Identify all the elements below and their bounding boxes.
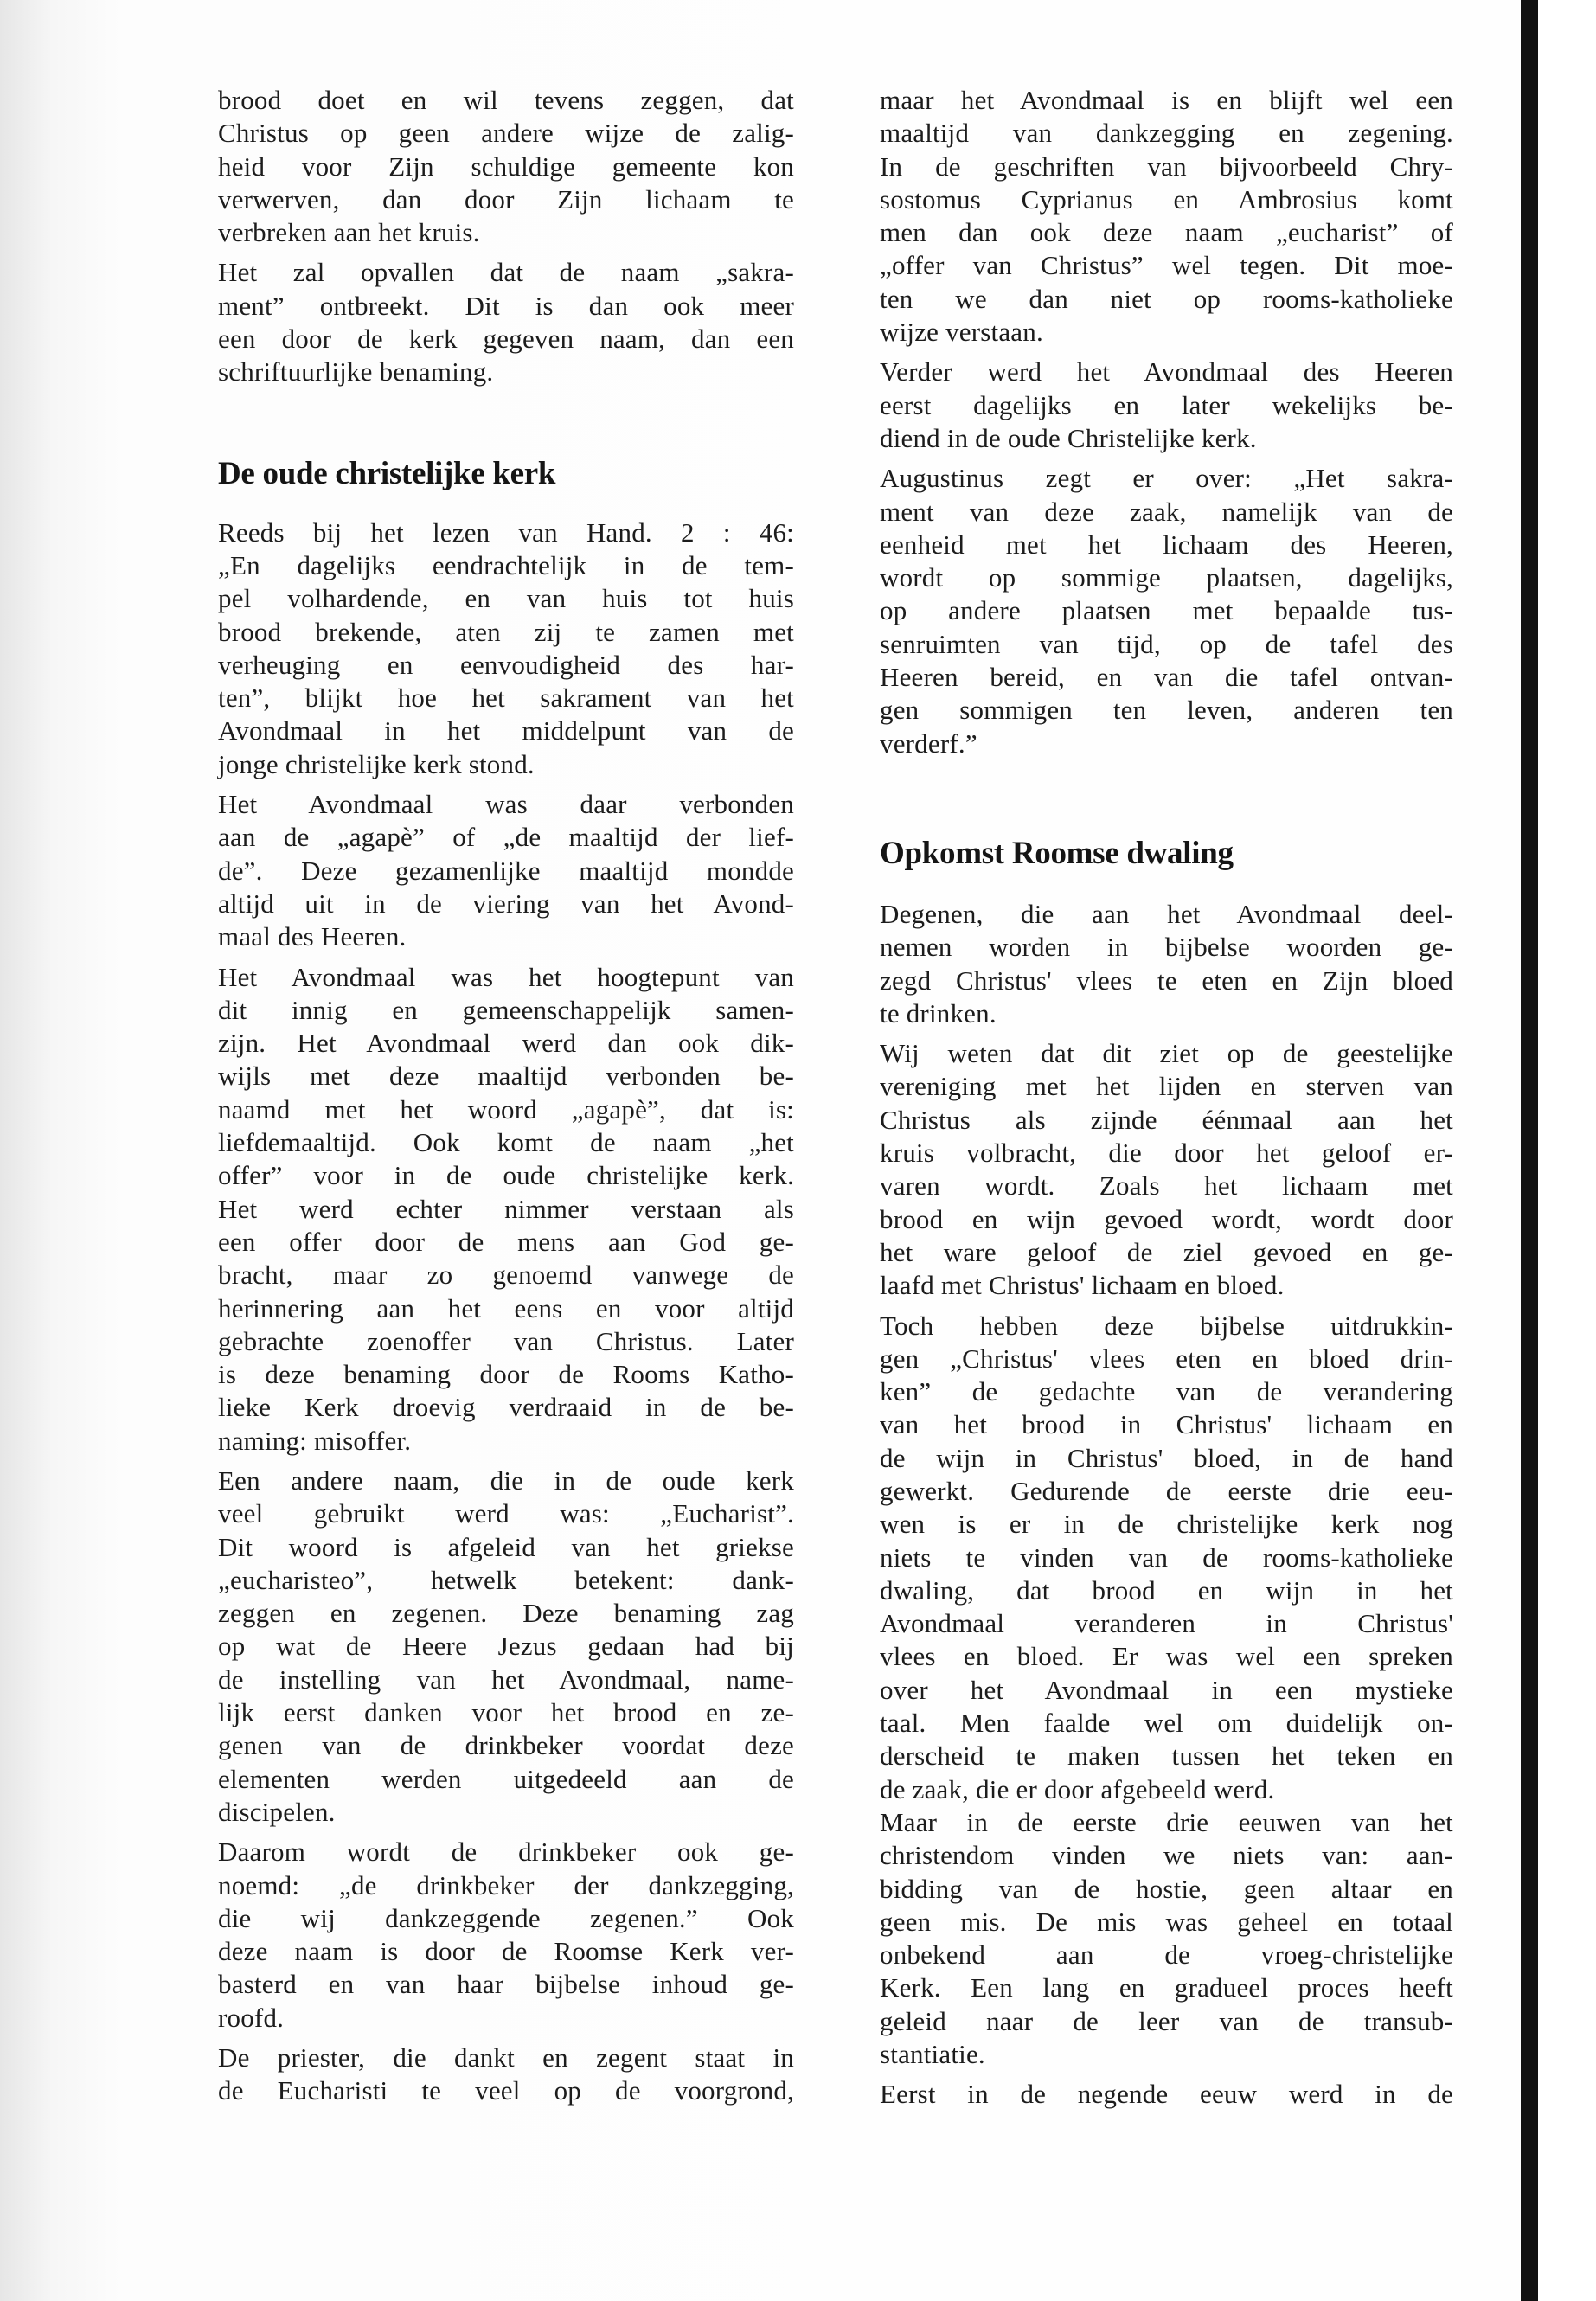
text-line: Het zal opvallen dat de naam „sakra- <box>218 257 794 288</box>
text-line: noemd: „de drinkbeker der dankzegging, <box>218 1869 794 1900</box>
text-line: genen van de drinkbeker voordat deze <box>218 1730 794 1761</box>
paragraph <box>880 898 1453 1030</box>
text-line: taal. Men faalde wel om duidelijk on- <box>880 1708 1453 1739</box>
text-line: Het Avondmaal was daar verbonden <box>218 789 794 820</box>
text-line: kruis volbracht, die door het geloof er- <box>880 1138 1453 1169</box>
text-line: lijk eerst danken voor het brood en ze- <box>218 1697 794 1728</box>
paragraph <box>218 516 794 781</box>
text-line: ment” ontbreekt. Dit is dan ook meer <box>218 290 794 321</box>
paragraph <box>880 1310 1453 2072</box>
text-line: liefdemaaltijd. Ook komt de naam „het <box>218 1127 794 1158</box>
text-line: altijd uit in de viering van het Avond- <box>218 888 794 919</box>
text-line: veel gebruikt werd was: „Eucharist”. <box>218 1498 794 1529</box>
text-line: een door de kerk gegeven naam, dan een <box>218 324 794 355</box>
text-line: die wij dankzeggende zegenen.” Ook <box>218 1902 794 1933</box>
text-line: Heeren bereid, en van die tafel ontvan- <box>880 662 1453 693</box>
text-line: verderf.” <box>880 727 977 759</box>
text-line: Wij weten dat dit ziet op de geestelijke <box>880 1038 1453 1069</box>
text-line: van het brood in Christus' lichaam en <box>880 1409 1453 1440</box>
paragraph <box>218 256 794 388</box>
text-line: naming: misoffer. <box>218 1425 412 1456</box>
text-line: De priester, die dankt en zegent staat in <box>218 2042 794 2073</box>
text-line: christendom vinden we niets van: aan- <box>880 1840 1453 1871</box>
text-line: wijls met deze maaltijd verbonden be- <box>218 1061 794 1092</box>
text-line: op wat de Heere Jezus gedaan had bij <box>218 1631 794 1662</box>
section-heading: De oude christelijke kerk <box>218 455 556 491</box>
text-line: „eucharisteo”, hetwelk betekent: dank- <box>218 1564 794 1595</box>
text-line: dwaling, dat brood en wijn in het <box>880 1574 1453 1606</box>
text-line: Dit woord is afgeleid van het griekse <box>218 1531 794 1562</box>
text-line: is deze benaming door de Rooms Katho- <box>218 1359 794 1390</box>
text-line: zeggen en zegenen. Deze benaming zag <box>218 1598 794 1629</box>
text-line: sostomus Cyprianus en Ambrosius komt <box>880 183 1453 215</box>
text-line: Maar in de eerste drie eeuwen van het <box>880 1806 1453 1837</box>
text-line: Het werd echter nimmer verstaan als <box>218 1193 794 1224</box>
text-line: laafd met Christus' lichaam en bloed. <box>880 1270 1285 1301</box>
text-line: „En dagelijks eendrachtelijk in de tem- <box>218 549 794 580</box>
text-line: verwerven, dan door Zijn lichaam te <box>218 183 794 215</box>
right-column <box>880 84 1453 2112</box>
text-line: de”. Deze gezamenlijke maaltijd mondde <box>218 855 794 886</box>
text-line: vereniging met het lijden en sterven van <box>880 1071 1453 1102</box>
text-line: gewerkt. Gedurende de eerste drie eeu- <box>880 1475 1453 1506</box>
text-line: bidding van de hostie, geen altaar en <box>880 1873 1453 1904</box>
paragraph <box>880 2078 1453 2111</box>
text-line: ment van deze zaak, namelijk van de <box>880 496 1453 527</box>
text-line: roofd. <box>218 2002 285 2033</box>
text-line: gen sommigen ten leven, anderen ten <box>880 695 1453 726</box>
text-line: verbreken aan het kruis. <box>218 217 480 248</box>
text-line: het ware geloof de ziel gevoed en ge- <box>880 1236 1453 1267</box>
text-line: bracht, maar zo genoemd vanwege de <box>218 1259 794 1291</box>
text-line: de Eucharisti te veel op de voorgrond, <box>218 2075 794 2106</box>
text-line: de wijn in Christus' bloed, in de hand <box>880 1442 1453 1473</box>
text-line: discipelen. <box>218 1796 336 1827</box>
text-line: maar het Avondmaal is en blijft wel een <box>880 85 1453 115</box>
text-line: Avondmaal veranderen in Christus' <box>880 1608 1453 1639</box>
paragraph <box>218 1465 794 1829</box>
text-line: nemen worden in bijbelse woorden ge- <box>880 932 1453 963</box>
text-line: Reeds bij het lezen van Hand. 2 : 46: <box>218 516 794 548</box>
paragraph <box>218 2041 794 2108</box>
text-line: een offer door de mens aan God ge- <box>218 1226 794 1257</box>
text-line: elementen werden uitgedeeld aan de <box>218 1763 794 1794</box>
text-line: te drinken. <box>880 997 997 1029</box>
paragraph <box>880 356 1453 455</box>
text-line: naamd met het woord „agapè”, dat is: <box>218 1093 794 1125</box>
text-line: aan de „agapè” of „de maaltijd der lief- <box>218 822 794 853</box>
paragraph <box>880 1037 1453 1302</box>
text-line: Eerst in de negende eeuw werd in de <box>880 2079 1453 2110</box>
text-line: varen wordt. Zoals het lichaam met <box>880 1170 1453 1202</box>
text-line: wen is er in de christelijke kerk nog <box>880 1509 1453 1540</box>
text-line: deze naam is door de Roomse Kerk ver- <box>218 1936 794 1967</box>
text-line: brood doet en wil tevens zeggen, dat <box>218 85 794 115</box>
text-line: geen mis. De mis was geheel en totaal <box>880 1906 1453 1937</box>
text-line: lieke Kerk droevig verdraaid in de be- <box>218 1392 794 1423</box>
paragraph <box>880 462 1453 760</box>
text-line: Het Avondmaal was het hoogtepunt van <box>218 961 794 992</box>
text-line: wordt op sommige plaatsen, dagelijks, <box>880 562 1453 593</box>
text-line: senruimten van tijd, op de tafel des <box>880 628 1453 659</box>
section-heading: Opkomst Roomse dwaling <box>880 835 1234 871</box>
text-line: de instelling van het Avondmaal, name- <box>218 1663 794 1695</box>
text-line: stantiatie. <box>880 2039 985 2070</box>
text-line: heid voor Zijn schuldige gemeente kon <box>218 151 794 182</box>
text-line: Augustinus zegt er over: „Het sakra- <box>880 463 1453 494</box>
text-line: gebrachte zoenoffer van Christus. Later <box>218 1325 794 1356</box>
scan-edge-bar <box>1521 0 1538 2301</box>
text-line: zegd Christus' vlees te eten en Zijn bloed <box>880 965 1453 996</box>
text-line: offer” voor in de oude christelijke kerk. <box>218 1160 794 1191</box>
text-line: gen „Christus' vlees eten en bloed drin- <box>880 1343 1453 1374</box>
paragraph <box>218 961 794 1458</box>
text-line: geleid naar de leer van de transub- <box>880 2005 1453 2036</box>
paragraph <box>880 84 1453 349</box>
text-line: brood brekende, aten zij te zamen met <box>218 616 794 647</box>
text-line: maaltijd van dankzegging en zegening. <box>880 118 1453 149</box>
text-line: op andere plaatsen met bepaalde tus- <box>880 595 1453 626</box>
text-line: ken” de gedachte van de verandering <box>880 1376 1453 1407</box>
text-line: Een andere naam, die in de oude kerk <box>218 1465 794 1496</box>
text-line: jonge christelijke kerk stond. <box>218 748 535 779</box>
paragraph <box>218 84 794 249</box>
text-line: In de geschriften van bijvoorbeeld Chry- <box>880 151 1453 182</box>
text-line: Kerk. Een lang en gradueel proces heeft <box>880 1972 1453 2003</box>
text-line: Degenen, die aan het Avondmaal deel- <box>880 898 1453 929</box>
text-line: ten”, blijkt hoe het sakrament van het <box>218 683 794 714</box>
text-line: basterd en van haar bijbelse inhoud ge- <box>218 1969 794 2000</box>
text-line: wijze verstaan. <box>880 317 1043 348</box>
text-line: diend in de oude Christelijke kerk. <box>880 422 1257 453</box>
paragraph <box>218 788 794 953</box>
text-line: Christus op geen andere wijze de zalig- <box>218 118 794 149</box>
text-line: pel volhardende, en van huis tot huis <box>218 583 794 614</box>
text-line: Daarom wordt de drinkbeker ook ge- <box>218 1836 794 1868</box>
text-line: de zaak, die er door afgebeeld werd. <box>880 1773 1275 1804</box>
text-line: onbekend aan de vroeg-christelijke <box>880 1939 1453 1971</box>
text-line: herinnering aan het eens en voor altijd <box>218 1292 794 1324</box>
text-line: Verder werd het Avondmaal des Heeren <box>880 356 1453 388</box>
text-line: eenheid met het lichaam des Heeren, <box>880 529 1453 560</box>
text-line: zijn. Het Avondmaal werd dan ook dik- <box>218 1028 794 1059</box>
text-line: Avondmaal in het middelpunt van de <box>218 715 794 747</box>
paragraph <box>218 1836 794 2035</box>
text-line: brood en wijn gevoed wordt, wordt door <box>880 1203 1453 1234</box>
text-line: vlees en bloed. Er was wel een spreken <box>880 1641 1453 1672</box>
text-line: eerst dagelijks en later wekelijks be- <box>880 389 1453 420</box>
text-line: „offer van Christus” wel tegen. Dit moe- <box>880 250 1453 281</box>
text-line: over het Avondmaal in een mystieke <box>880 1674 1453 1705</box>
text-line: niets te vinden van de rooms-katholieke <box>880 1541 1453 1573</box>
text-line: maal des Heeren. <box>218 921 407 952</box>
text-line: derscheid te maken tussen het teken en <box>880 1740 1453 1772</box>
text-line: verheuging en eenvoudigheid des har- <box>218 649 794 680</box>
text-line: ten we dan niet op rooms-katholieke <box>880 283 1453 314</box>
text-line: schriftuurlijke benaming. <box>218 356 494 388</box>
text-line: Christus als zijnde éénmaal aan het <box>880 1104 1453 1135</box>
text-line: Toch hebben deze bijbelse uitdrukkin- <box>880 1310 1453 1341</box>
text-line: dit innig en gemeenschappelijk samen- <box>218 994 794 1025</box>
scan-margin <box>1538 0 1596 2301</box>
text-line: men dan ook deze naam „eucharist” of <box>880 217 1453 248</box>
left-column <box>218 84 794 2108</box>
